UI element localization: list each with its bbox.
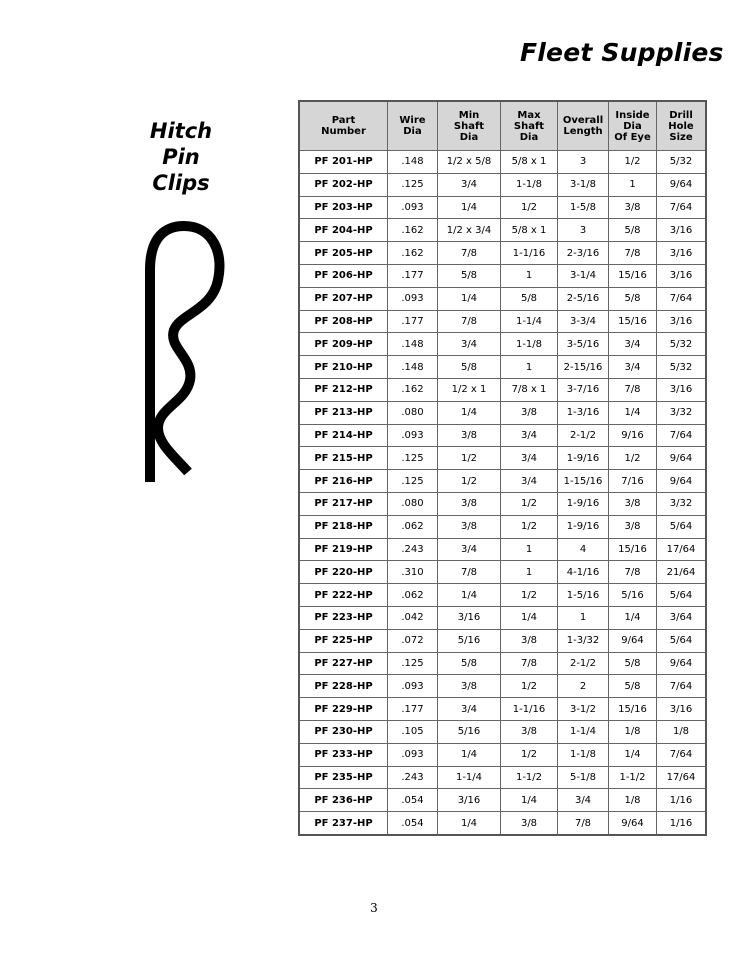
cell-overall-length: 2-1/2 bbox=[558, 424, 609, 447]
table-row bbox=[299, 424, 706, 447]
cell-inside-dia-of-eye: 15/16 bbox=[609, 698, 657, 721]
cell-wire-dia: .042 bbox=[388, 606, 438, 629]
cell-overall-length: 3-5/16 bbox=[558, 333, 609, 356]
page-number: 3 bbox=[370, 901, 378, 915]
cell-part-number: PF 230-HP bbox=[299, 720, 388, 743]
cell-drill-hole-size: 5/32 bbox=[657, 151, 707, 174]
cell-max-shaft-dia: 3/8 bbox=[501, 401, 558, 424]
cell-min-shaft-dia: 3/16 bbox=[438, 789, 501, 812]
cell-drill-hole-size: 9/64 bbox=[657, 470, 707, 493]
cell-overall-length: 1-1/4 bbox=[558, 720, 609, 743]
cell-drill-hole-size: 5/32 bbox=[657, 333, 707, 356]
cell-max-shaft-dia: 1/4 bbox=[501, 789, 558, 812]
cell-overall-length: 3/4 bbox=[558, 789, 609, 812]
cell-inside-dia-of-eye: 9/64 bbox=[609, 812, 657, 835]
cell-wire-dia: .148 bbox=[388, 356, 438, 379]
cell-min-shaft-dia: 7/8 bbox=[438, 242, 501, 265]
cell-part-number: PF 202-HP bbox=[299, 173, 388, 196]
cell-drill-hole-size: 21/64 bbox=[657, 561, 707, 584]
cell-max-shaft-dia: 1-1/16 bbox=[501, 242, 558, 265]
cell-wire-dia: .125 bbox=[388, 447, 438, 470]
cell-overall-length: 1-9/16 bbox=[558, 447, 609, 470]
cell-max-shaft-dia: 1/2 bbox=[501, 196, 558, 219]
cell-inside-dia-of-eye: 5/8 bbox=[609, 652, 657, 675]
cell-inside-dia-of-eye: 1/8 bbox=[609, 720, 657, 743]
cell-wire-dia: .054 bbox=[388, 789, 438, 812]
cell-overall-length: 4-1/16 bbox=[558, 561, 609, 584]
cell-max-shaft-dia: 3/8 bbox=[501, 629, 558, 652]
cell-drill-hole-size: 7/64 bbox=[657, 675, 707, 698]
cell-inside-dia-of-eye: 1/4 bbox=[609, 606, 657, 629]
cell-max-shaft-dia: 7/8 x 1 bbox=[501, 378, 558, 401]
cell-part-number: PF 236-HP bbox=[299, 789, 388, 812]
cell-drill-hole-size: 5/64 bbox=[657, 515, 707, 538]
cell-drill-hole-size: 3/32 bbox=[657, 401, 707, 424]
table-row bbox=[299, 606, 706, 629]
cell-min-shaft-dia: 5/16 bbox=[438, 629, 501, 652]
cell-min-shaft-dia: 1/2 x 1 bbox=[438, 378, 501, 401]
cell-part-number: PF 219-HP bbox=[299, 538, 388, 561]
cell-max-shaft-dia: 1/2 bbox=[501, 675, 558, 698]
cell-min-shaft-dia: 3/8 bbox=[438, 492, 501, 515]
cell-part-number: PF 210-HP bbox=[299, 356, 388, 379]
column-header-drill-hole-size: Drill Hole Size bbox=[657, 101, 707, 151]
table-row bbox=[299, 766, 706, 789]
table-row bbox=[299, 720, 706, 743]
cell-wire-dia: .125 bbox=[388, 652, 438, 675]
cell-overall-length: 2-15/16 bbox=[558, 356, 609, 379]
cell-inside-dia-of-eye: 1/2 bbox=[609, 447, 657, 470]
cell-inside-dia-of-eye: 9/16 bbox=[609, 424, 657, 447]
cell-min-shaft-dia: 3/4 bbox=[438, 333, 501, 356]
cell-inside-dia-of-eye: 7/16 bbox=[609, 470, 657, 493]
cell-max-shaft-dia: 3/8 bbox=[501, 720, 558, 743]
cell-min-shaft-dia: 1/4 bbox=[438, 584, 501, 607]
cell-drill-hole-size: 9/64 bbox=[657, 447, 707, 470]
table-row bbox=[299, 219, 706, 242]
cell-part-number: PF 203-HP bbox=[299, 196, 388, 219]
cell-inside-dia-of-eye: 1/8 bbox=[609, 789, 657, 812]
cell-drill-hole-size: 5/64 bbox=[657, 629, 707, 652]
cell-part-number: PF 217-HP bbox=[299, 492, 388, 515]
cell-min-shaft-dia: 3/16 bbox=[438, 606, 501, 629]
cell-max-shaft-dia: 1 bbox=[501, 264, 558, 287]
cell-overall-length: 3-3/4 bbox=[558, 310, 609, 333]
table-row bbox=[299, 698, 706, 721]
table-body bbox=[299, 151, 706, 835]
cell-min-shaft-dia: 1-1/4 bbox=[438, 766, 501, 789]
cell-drill-hole-size: 9/64 bbox=[657, 652, 707, 675]
cell-overall-length: 5-1/8 bbox=[558, 766, 609, 789]
cell-drill-hole-size: 17/64 bbox=[657, 766, 707, 789]
cell-part-number: PF 207-HP bbox=[299, 287, 388, 310]
table-row bbox=[299, 196, 706, 219]
cell-drill-hole-size: 3/16 bbox=[657, 242, 707, 265]
cell-drill-hole-size: 5/32 bbox=[657, 356, 707, 379]
cell-part-number: PF 204-HP bbox=[299, 219, 388, 242]
table-header-row bbox=[299, 101, 706, 151]
cell-max-shaft-dia: 1 bbox=[501, 561, 558, 584]
cell-part-number: PF 213-HP bbox=[299, 401, 388, 424]
cell-inside-dia-of-eye: 1/2 bbox=[609, 151, 657, 174]
cell-part-number: PF 215-HP bbox=[299, 447, 388, 470]
cell-inside-dia-of-eye: 15/16 bbox=[609, 538, 657, 561]
table-row bbox=[299, 356, 706, 379]
cell-wire-dia: .148 bbox=[388, 151, 438, 174]
cell-overall-length: 1-9/16 bbox=[558, 492, 609, 515]
cell-max-shaft-dia: 1 bbox=[501, 356, 558, 379]
cell-part-number: PF 229-HP bbox=[299, 698, 388, 721]
table-row bbox=[299, 538, 706, 561]
cell-max-shaft-dia: 1-1/8 bbox=[501, 173, 558, 196]
cell-drill-hole-size: 1/16 bbox=[657, 789, 707, 812]
cell-drill-hole-size: 7/64 bbox=[657, 287, 707, 310]
table-row bbox=[299, 470, 706, 493]
cell-part-number: PF 206-HP bbox=[299, 264, 388, 287]
table-row bbox=[299, 310, 706, 333]
cell-overall-length: 1 bbox=[558, 606, 609, 629]
cell-overall-length: 7/8 bbox=[558, 812, 609, 835]
cell-overall-length: 3-1/4 bbox=[558, 264, 609, 287]
table-row bbox=[299, 447, 706, 470]
cell-inside-dia-of-eye: 5/16 bbox=[609, 584, 657, 607]
cell-part-number: PF 205-HP bbox=[299, 242, 388, 265]
table-row bbox=[299, 743, 706, 766]
cell-overall-length: 2-5/16 bbox=[558, 287, 609, 310]
table-row bbox=[299, 675, 706, 698]
cell-inside-dia-of-eye: 3/8 bbox=[609, 515, 657, 538]
cell-wire-dia: .054 bbox=[388, 812, 438, 835]
table-row bbox=[299, 789, 706, 812]
column-header-min-shaft-dia: Min Shaft Dia bbox=[438, 101, 501, 151]
cell-max-shaft-dia: 3/4 bbox=[501, 424, 558, 447]
cell-min-shaft-dia: 1/4 bbox=[438, 287, 501, 310]
cell-min-shaft-dia: 3/4 bbox=[438, 538, 501, 561]
table-row bbox=[299, 264, 706, 287]
cell-wire-dia: .177 bbox=[388, 264, 438, 287]
cell-inside-dia-of-eye: 7/8 bbox=[609, 561, 657, 584]
table-row bbox=[299, 333, 706, 356]
cell-wire-dia: .105 bbox=[388, 720, 438, 743]
cell-inside-dia-of-eye: 15/16 bbox=[609, 264, 657, 287]
cell-max-shaft-dia: 1-1/4 bbox=[501, 310, 558, 333]
cell-inside-dia-of-eye: 1-1/2 bbox=[609, 766, 657, 789]
cell-drill-hole-size: 7/64 bbox=[657, 196, 707, 219]
cell-overall-length: 2-3/16 bbox=[558, 242, 609, 265]
hitch-pin-clip-illustration bbox=[136, 218, 236, 488]
cell-min-shaft-dia: 1/2 bbox=[438, 470, 501, 493]
table-row bbox=[299, 401, 706, 424]
cell-drill-hole-size: 7/64 bbox=[657, 424, 707, 447]
cell-drill-hole-size: 5/64 bbox=[657, 584, 707, 607]
cell-overall-length: 1-1/8 bbox=[558, 743, 609, 766]
cell-wire-dia: .093 bbox=[388, 287, 438, 310]
cell-max-shaft-dia: 5/8 bbox=[501, 287, 558, 310]
cell-overall-length: 4 bbox=[558, 538, 609, 561]
cell-inside-dia-of-eye: 5/8 bbox=[609, 219, 657, 242]
cell-overall-length: 1-5/16 bbox=[558, 584, 609, 607]
table-row bbox=[299, 652, 706, 675]
cell-wire-dia: .148 bbox=[388, 333, 438, 356]
cell-wire-dia: .162 bbox=[388, 378, 438, 401]
cell-wire-dia: .310 bbox=[388, 561, 438, 584]
cell-drill-hole-size: 1/16 bbox=[657, 812, 707, 835]
cell-part-number: PF 223-HP bbox=[299, 606, 388, 629]
cell-wire-dia: .093 bbox=[388, 743, 438, 766]
cell-overall-length: 2 bbox=[558, 675, 609, 698]
cell-inside-dia-of-eye: 3/8 bbox=[609, 196, 657, 219]
cell-inside-dia-of-eye: 7/8 bbox=[609, 378, 657, 401]
cell-inside-dia-of-eye: 1/4 bbox=[609, 401, 657, 424]
cell-min-shaft-dia: 3/4 bbox=[438, 173, 501, 196]
column-header-inside-dia-of-eye: Inside Dia Of Eye bbox=[609, 101, 657, 151]
cell-wire-dia: .062 bbox=[388, 515, 438, 538]
specifications-table bbox=[298, 100, 707, 836]
cell-part-number: PF 209-HP bbox=[299, 333, 388, 356]
cell-min-shaft-dia: 1/2 x 5/8 bbox=[438, 151, 501, 174]
cell-min-shaft-dia: 1/2 x 3/4 bbox=[438, 219, 501, 242]
cell-part-number: PF 228-HP bbox=[299, 675, 388, 698]
cell-wire-dia: .243 bbox=[388, 538, 438, 561]
cell-wire-dia: .072 bbox=[388, 629, 438, 652]
cell-drill-hole-size: 1/8 bbox=[657, 720, 707, 743]
cell-min-shaft-dia: 1/2 bbox=[438, 447, 501, 470]
cell-overall-length: 1-5/8 bbox=[558, 196, 609, 219]
cell-min-shaft-dia: 1/4 bbox=[438, 401, 501, 424]
product-title-line: Hitch bbox=[149, 119, 213, 143]
cell-inside-dia-of-eye: 5/8 bbox=[609, 675, 657, 698]
cell-max-shaft-dia: 5/8 x 1 bbox=[501, 219, 558, 242]
cell-inside-dia-of-eye: 3/4 bbox=[609, 356, 657, 379]
cell-inside-dia-of-eye: 3/8 bbox=[609, 492, 657, 515]
cell-min-shaft-dia: 3/8 bbox=[438, 424, 501, 447]
cell-drill-hole-size: 3/16 bbox=[657, 310, 707, 333]
cell-part-number: PF 233-HP bbox=[299, 743, 388, 766]
cell-overall-length: 3 bbox=[558, 219, 609, 242]
cell-max-shaft-dia: 1-1/2 bbox=[501, 766, 558, 789]
cell-min-shaft-dia: 1/4 bbox=[438, 196, 501, 219]
cell-part-number: PF 222-HP bbox=[299, 584, 388, 607]
cell-wire-dia: .162 bbox=[388, 219, 438, 242]
cell-part-number: PF 235-HP bbox=[299, 766, 388, 789]
cell-inside-dia-of-eye: 15/16 bbox=[609, 310, 657, 333]
cell-min-shaft-dia: 5/8 bbox=[438, 652, 501, 675]
cell-wire-dia: .062 bbox=[388, 584, 438, 607]
cell-max-shaft-dia: 3/4 bbox=[501, 470, 558, 493]
cell-overall-length: 1-3/16 bbox=[558, 401, 609, 424]
cell-max-shaft-dia: 5/8 x 1 bbox=[501, 151, 558, 174]
table-row bbox=[299, 812, 706, 835]
cell-drill-hole-size: 3/32 bbox=[657, 492, 707, 515]
cell-wire-dia: .125 bbox=[388, 173, 438, 196]
cell-min-shaft-dia: 3/8 bbox=[438, 515, 501, 538]
cell-min-shaft-dia: 5/8 bbox=[438, 356, 501, 379]
table-row bbox=[299, 242, 706, 265]
cell-max-shaft-dia: 3/8 bbox=[501, 812, 558, 835]
cell-drill-hole-size: 3/16 bbox=[657, 219, 707, 242]
cell-wire-dia: .093 bbox=[388, 675, 438, 698]
cell-drill-hole-size: 3/16 bbox=[657, 698, 707, 721]
cell-max-shaft-dia: 1/2 bbox=[501, 584, 558, 607]
cell-wire-dia: .093 bbox=[388, 196, 438, 219]
cell-part-number: PF 212-HP bbox=[299, 378, 388, 401]
cell-overall-length: 3-1/8 bbox=[558, 173, 609, 196]
table-row bbox=[299, 629, 706, 652]
table-row bbox=[299, 378, 706, 401]
cell-overall-length: 2-1/2 bbox=[558, 652, 609, 675]
cell-part-number: PF 208-HP bbox=[299, 310, 388, 333]
cell-max-shaft-dia: 1/2 bbox=[501, 515, 558, 538]
cell-wire-dia: .125 bbox=[388, 470, 438, 493]
cell-max-shaft-dia: 1-1/8 bbox=[501, 333, 558, 356]
cell-overall-length: 3 bbox=[558, 151, 609, 174]
cell-part-number: PF 225-HP bbox=[299, 629, 388, 652]
table-row bbox=[299, 173, 706, 196]
cell-inside-dia-of-eye: 9/64 bbox=[609, 629, 657, 652]
cell-wire-dia: .243 bbox=[388, 766, 438, 789]
cell-wire-dia: .177 bbox=[388, 698, 438, 721]
table-row bbox=[299, 151, 706, 174]
cell-min-shaft-dia: 3/4 bbox=[438, 698, 501, 721]
table-row bbox=[299, 561, 706, 584]
cell-wire-dia: .080 bbox=[388, 401, 438, 424]
cell-wire-dia: .177 bbox=[388, 310, 438, 333]
cell-drill-hole-size: 3/16 bbox=[657, 378, 707, 401]
cell-max-shaft-dia: 1/2 bbox=[501, 743, 558, 766]
cell-part-number: PF 201-HP bbox=[299, 151, 388, 174]
cell-max-shaft-dia: 1-1/16 bbox=[501, 698, 558, 721]
cell-max-shaft-dia: 1/2 bbox=[501, 492, 558, 515]
table-row bbox=[299, 287, 706, 310]
cell-min-shaft-dia: 1/4 bbox=[438, 812, 501, 835]
cell-inside-dia-of-eye: 7/8 bbox=[609, 242, 657, 265]
cell-part-number: PF 214-HP bbox=[299, 424, 388, 447]
cell-min-shaft-dia: 1/4 bbox=[438, 743, 501, 766]
cell-min-shaft-dia: 5/8 bbox=[438, 264, 501, 287]
table-row bbox=[299, 515, 706, 538]
cell-wire-dia: .080 bbox=[388, 492, 438, 515]
cell-drill-hole-size: 7/64 bbox=[657, 743, 707, 766]
cell-min-shaft-dia: 7/8 bbox=[438, 310, 501, 333]
table-row bbox=[299, 584, 706, 607]
product-title-line: Pin bbox=[162, 145, 200, 169]
cell-overall-length: 1-3/32 bbox=[558, 629, 609, 652]
cell-part-number: PF 218-HP bbox=[299, 515, 388, 538]
cell-max-shaft-dia: 3/4 bbox=[501, 447, 558, 470]
column-header-overall-length: Overall Length bbox=[558, 101, 609, 151]
cell-drill-hole-size: 9/64 bbox=[657, 173, 707, 196]
cell-part-number: PF 216-HP bbox=[299, 470, 388, 493]
column-header-part-number: Part Number bbox=[299, 101, 388, 151]
cell-max-shaft-dia: 1 bbox=[501, 538, 558, 561]
product-title-line: Clips bbox=[152, 171, 210, 195]
cell-inside-dia-of-eye: 5/8 bbox=[609, 287, 657, 310]
product-title bbox=[128, 118, 234, 196]
cell-drill-hole-size: 17/64 bbox=[657, 538, 707, 561]
cell-drill-hole-size: 3/64 bbox=[657, 606, 707, 629]
cell-inside-dia-of-eye: 3/4 bbox=[609, 333, 657, 356]
cell-min-shaft-dia: 7/8 bbox=[438, 561, 501, 584]
cell-min-shaft-dia: 5/16 bbox=[438, 720, 501, 743]
cell-overall-length: 1-15/16 bbox=[558, 470, 609, 493]
cell-inside-dia-of-eye: 1/4 bbox=[609, 743, 657, 766]
column-header-wire-dia: Wire Dia bbox=[388, 101, 438, 151]
cell-wire-dia: .162 bbox=[388, 242, 438, 265]
cell-max-shaft-dia: 1/4 bbox=[501, 606, 558, 629]
cell-part-number: PF 220-HP bbox=[299, 561, 388, 584]
cell-drill-hole-size: 3/16 bbox=[657, 264, 707, 287]
cell-part-number: PF 237-HP bbox=[299, 812, 388, 835]
brand-title: Fleet Supplies bbox=[520, 38, 724, 67]
cell-overall-length: 3-1/2 bbox=[558, 698, 609, 721]
table-row bbox=[299, 492, 706, 515]
cell-min-shaft-dia: 3/8 bbox=[438, 675, 501, 698]
cell-wire-dia: .093 bbox=[388, 424, 438, 447]
column-header-max-shaft-dia: Max Shaft Dia bbox=[501, 101, 558, 151]
cell-inside-dia-of-eye: 1 bbox=[609, 173, 657, 196]
cell-max-shaft-dia: 7/8 bbox=[501, 652, 558, 675]
cell-overall-length: 3-7/16 bbox=[558, 378, 609, 401]
cell-overall-length: 1-9/16 bbox=[558, 515, 609, 538]
cell-part-number: PF 227-HP bbox=[299, 652, 388, 675]
